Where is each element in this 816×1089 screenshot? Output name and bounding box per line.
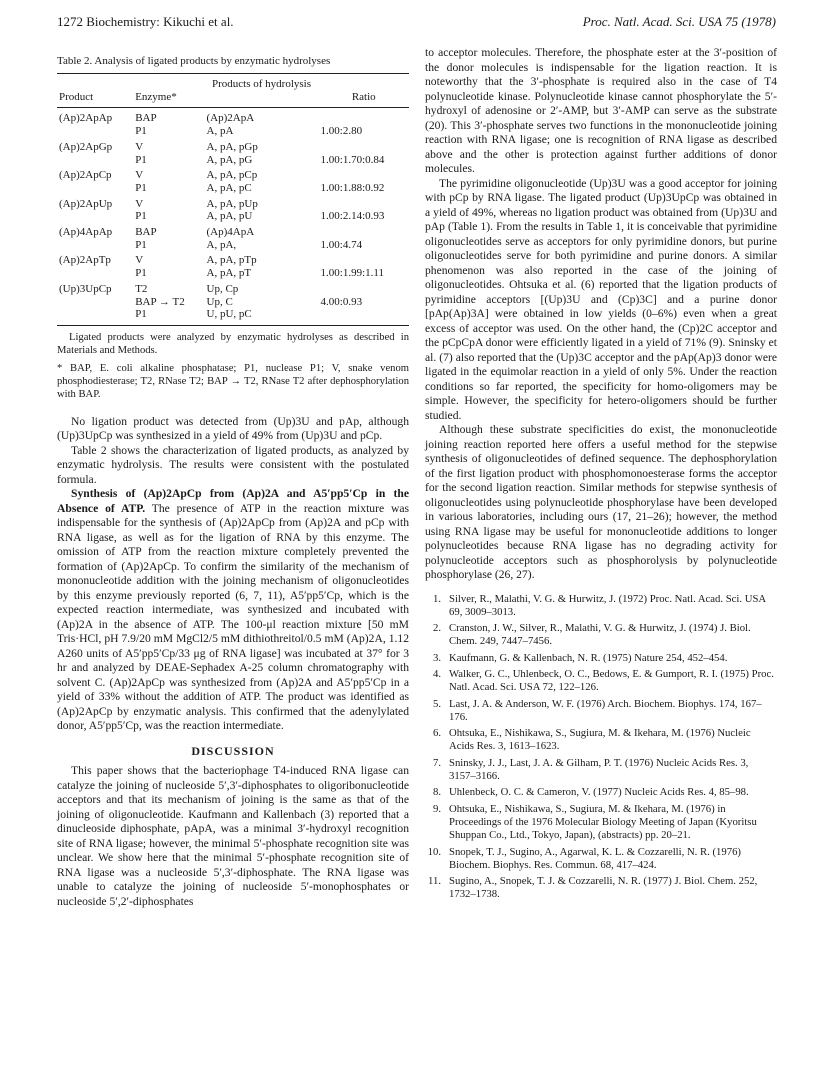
reference-list [425, 593, 777, 902]
reference-number: 6. [432, 727, 441, 740]
reference-item [425, 786, 777, 799]
reference-text: Sninsky, J. J., Last, J. A. & Gilham, P. T. (1976) Nucleic Acids Res. 3, 3157–3166. [449, 756, 749, 783]
hydrolysis-products-cell: Up, C [206, 295, 233, 308]
paragraph: The pyrimidine oligonucleotide (Up)3U was a good acceptor for joining with pCp by RNA ligase. The ligated product (Up)3UpCp was obtained in a yield of 49%, whereas no ligation product was obtained from (Up)3U and pAp (Table 1). From the results in Table 1, it is conceivable that pyrimidine oligonucleotides serve as acceptors for only pyrimidine donors, but purine oligonucleotides serve for both pyrimidine and purine donors. A similar phenomenon was also reported in the case of the joining of oligonucleotides. Ohtsuka et al. (6) reported that the ligation products of pyrimidine acceptors [(Up)3U and (Cp)3C] and a purine donor [pAp(Ap)3A] were obtained in low yields (0–6%) even when a great excess of acceptor was used. On the other hand, the (Cp)2C acceptor and the pCpCpA donor were efficiently ligated in a yield of 71% (9). Sninsky et al. (7) also reported that the (Up)3C acceptor and the pAp(Ap)3 donor were ligated in the equimolar reaction in a yield of only 5%. Under the reaction conditions so far reported, the specificity for homo-oligomers may be simple. However, the specificity for hetero-oligomers should be further studied. [425, 176, 777, 422]
ratio-cell: 4.00:0.93 [320, 295, 363, 308]
product-cell: (Ap)2ApAp [59, 112, 113, 125]
table-row [57, 267, 409, 280]
hydrolysis-products-cell: A, pA [206, 125, 234, 138]
table-row [57, 210, 409, 223]
table-row [57, 182, 409, 195]
ratio-cell [319, 308, 409, 325]
table-row [57, 154, 409, 167]
paragraph: Although these substrate specificities do exist, the mononucleotide joining reaction reported here offers a useful method for the stepwise synthesis of oligonucleotides of defined sequence. The dephosphorylation of the first ligation product with phosphomonoesterase forms the acceptor for the second ligation reaction. Similar methods for stepwise synthesis of oligonucleotides using polynucleotide phosphorylase have been developed in various laboratories, including ours (17, 21–26); however, the method using RNA ligase may be useful for mononucleotide additions to longer polynucleotides because RNA ligase has no degrading activity for polynucleotide acceptors such as phosphorolysis by polynucleotide phosphorylase (26, 27). [425, 423, 777, 581]
hydrolysis-products-cell: U, pU, pC [205, 308, 319, 325]
table-header [319, 74, 409, 91]
table-caption: Table 2. Analysis of ligated products by enzymatic hydrolyses [57, 55, 331, 67]
hydrolysis-products-cell: A, pA, [206, 238, 237, 251]
section-heading: DISCUSSION [191, 743, 275, 758]
product-cell [57, 267, 133, 280]
section-run-in-heading: Synthesis of (Ap)2ApCp from (Ap)2A and A5′pp5′Cp in the Absence of ATP. [57, 487, 409, 515]
left-column [57, 54, 409, 909]
product-cell: (Ap)2ApUp [59, 197, 113, 210]
enzyme-cell: P1 [135, 125, 147, 138]
reference-item [425, 757, 777, 784]
reference-item [425, 846, 777, 873]
product-cell: (Ap)2ApGp [59, 140, 113, 153]
ratio-cell: 1.00:2.14:0.93 [320, 210, 385, 223]
table-header: Product [57, 91, 133, 108]
reference-text: Cranston, J. W., Silver, R., Malathi, V. G. & Hurwitz, J. (1974) J. Biol. Chem. 249, 7447–7456. [449, 622, 751, 648]
ratio-cell: 1.00:1.99:1.11 [320, 267, 384, 280]
reference-text: Walker, G. C., Uhlenbeck, O. C., Bedows, E. & Gumport, R. I. (1975) Proc. Natl. Acad. Sci. USA 72, 122–126. [449, 667, 774, 694]
enzyme-cell: P1 [135, 238, 147, 251]
hydrolysis-products-cell: A, pA, pTp [206, 254, 257, 267]
ratio-cell [319, 195, 409, 211]
product-cell: (Ap)2ApTp [59, 254, 111, 267]
reference-text: Uhlenbeck, O. C. & Cameron, V. (1977) Nucleic Acids Res. 4, 85–98. [449, 786, 749, 799]
enzyme-cell: V [135, 197, 144, 210]
running-header [57, 14, 776, 34]
table-row [57, 166, 409, 182]
hydrolysis-products-cell: A, pA, pUp [206, 197, 258, 210]
paragraph: to acceptor molecules. Therefore, the phosphate ester at the 3′-position of the donor molecules is indispensable for the ligation reaction. It is noteworthy that the 3′-phosphate is required also in the case of T4 polynucleotide kinase. Polynucleotide kinase cannot phosphorylate the 5′-hydroxyl of adenosine or 2′-AMP, but 3′-AMP can serve as the substrate (20). This 3′-phosphate serves two functions in the mononucleotide joining reaction with RNA ligase; one is recognition of RNA ligase as described above and the other is protection against further additions of donor molecules. [425, 46, 777, 175]
hydrolysis-products-cell: (Ap)4ApA [206, 226, 255, 239]
paragraph: Table 2 shows the characterization of ligated products, as analyzed by enzymatic hydrolysis. The results were consistent with the postulated formula. [57, 443, 409, 486]
table-footnote: * BAP, E. coli alkaline phosphatase; P1, nuclease P1; V, snake venom phosphodiesterase; T2, RNase T2; BAP → T2, RNase T2 after dephosphorylation with BAP. [57, 362, 409, 400]
product-cell: (Ap)2ApCp [59, 169, 112, 182]
table-2 [57, 54, 409, 401]
reference-number: 2. [432, 622, 441, 635]
table-row [57, 195, 409, 211]
ratio-cell: 1.00:1.70:0.84 [320, 153, 385, 166]
hydrolysis-products-cell: A, pA, pG [206, 153, 253, 166]
reference-text: Last, J. A. & Anderson, W. F. (1976) Arch. Biochem. Biophys. 174, 167–176. [449, 697, 762, 723]
enzyme-cell: V [135, 169, 144, 182]
reference-text: Sugino, A., Snopek, T. J. & Cozzarelli, N. R. (1977) J. Biol. Chem. 252, 1732–1738. [449, 875, 758, 901]
reference-text: Ohtsuka, E., Nishikawa, S., Sugiura, M. & Ikehara, M. (1976) in Proceedings of the 1976 Molecular Biology Meeting of Japan (Kyoritsu Shuppan Co., Ltd., Tokyo, Japan), (abstracts) pp. 20–21. [449, 802, 757, 842]
reference-number: 4. [432, 667, 441, 680]
product-cell: (Ap)4ApAp [59, 226, 113, 239]
ratio-cell [319, 280, 409, 296]
right-column [425, 46, 777, 905]
product-cell [57, 210, 133, 223]
product-cell [57, 239, 133, 252]
hydrolysis-products-cell: A, pA, pC [206, 181, 252, 194]
table-row [57, 223, 409, 239]
enzyme-cell: T2 [135, 282, 148, 295]
table-header [133, 74, 204, 91]
table-body [57, 108, 409, 326]
enzyme-cell: BAP → T2 [135, 295, 185, 308]
reference-number: 1. [432, 592, 441, 605]
ratio-cell [319, 138, 409, 154]
table-2-grid [57, 73, 409, 326]
enzyme-cell: P1 [135, 267, 147, 280]
product-cell [57, 125, 133, 138]
enzyme-cell: P1 [135, 153, 147, 166]
table-row [57, 108, 409, 125]
table-header: Enzyme* [133, 91, 204, 108]
table-row [57, 296, 409, 309]
table-header [57, 74, 133, 91]
enzyme-cell: P1 [135, 181, 147, 194]
product-cell [57, 182, 133, 195]
enzyme-cell: P1 [135, 210, 147, 223]
hydrolysis-products-cell: A, pA, pCp [206, 169, 258, 182]
reference-item [425, 727, 777, 754]
reference-item [425, 593, 777, 620]
table-row [57, 138, 409, 154]
reference-number: 8. [432, 786, 441, 799]
paragraph [57, 487, 409, 734]
table-row [57, 308, 409, 325]
reference-text: Kaufmann, G. & Kallenbach, N. R. (1975) Nature 254, 452–454. [449, 651, 728, 664]
product-cell [57, 308, 133, 325]
enzyme-cell: BAP [135, 112, 157, 125]
hydrolysis-products-cell: A, pA, pGp [206, 140, 258, 153]
header-left: 1272 Biochemistry: Kikuchi et al. [57, 14, 234, 29]
ratio-cell: 1.00:2.80 [320, 125, 363, 138]
hydrolysis-products-cell: A, pA, pT [206, 267, 252, 280]
table-header: Ratio [319, 91, 409, 108]
reference-item [425, 622, 777, 649]
reference-number: 9. [432, 802, 441, 815]
ratio-cell: 1.00:1.88:0.92 [320, 181, 385, 194]
paragraph: This paper shows that the bacteriophage T4-induced RNA ligase can catalyze the joining of nucleoside 5′,3′-diphosphates to oligoribonucleotide acceptors and that its mechanism of joining is the same as that of the joining of oligonucleotide. Kaufmann and Kallenbach (3) reported that a dinucleoside diphosphate, pApA, was a minimal 3′-hydroxyl recognition site of RNA ligase; however, the minimal 5′-phosphate recognition site was unclear. We show here that the minimal 5′-phosphate recognition site of RNA ligase was a nucleoside 5′,3′-diphosphate. The RNA ligase was unable to catalyze the joining of nucleoside 5′-monophosphates or nucleoside 5′,2′-diphosphates [57, 764, 409, 908]
product-cell [57, 154, 133, 167]
reference-number: 10. [427, 845, 441, 858]
reference-text: Snopek, T. J., Sugino, A., Agarwal, K. L. & Cozzarelli, N. R. (1976) Biochem. Biophys. Res. Commun. 68, 417–424. [449, 845, 741, 871]
hydrolysis-products-cell: (Ap)2ApA [206, 112, 255, 125]
ratio-cell [319, 251, 409, 267]
enzyme-cell: BAP [135, 226, 157, 239]
ratio-cell [319, 108, 409, 125]
table-row [57, 280, 409, 296]
reference-text: Silver, R., Malathi, V. G. & Hurwitz, J. (1972) Proc. Natl. Acad. Sci. USA 69, 3009–3013. [449, 592, 766, 618]
ratio-cell: 1.00:4.74 [320, 238, 363, 251]
reference-text: Ohtsuka, E., Nishikawa, S., Sugiura, M. & Ikehara, M. (1976) Nucleic Acids Res. 3, 1613–1623. [449, 727, 751, 753]
reference-number: 3. [432, 651, 441, 664]
table-row [57, 125, 409, 138]
reference-number: 7. [432, 756, 441, 769]
reference-item [425, 668, 777, 695]
table-row [57, 251, 409, 267]
hydrolysis-products-cell: Up, Cp [206, 282, 239, 295]
enzyme-cell: V [135, 254, 144, 267]
reference-item [425, 652, 777, 665]
reference-number: 5. [432, 697, 441, 710]
hydrolysis-products-cell: A, pA, pU [206, 210, 253, 223]
reference-item [425, 875, 777, 902]
enzyme-cell: P1 [133, 308, 204, 325]
paragraph-body: The presence of ATP in the reaction mixture was indispensable for the synthesis of (Ap)2ApCp from (Ap)2A and pCp with RNA ligase, as well as for the ligation of RNA by this enzyme. The omission of ATP from the reaction mixture completely prevented the formation of (Ap)2ApCp. To confirm the similarity of the mechanism of mononucleotide addition with the joining mechanism of oligonucleotides by this enzyme previously reported (6, 7, 11), A5′pp5′Cp, which is the expected reaction intermediate, was synthesized and incubated with (Ap)2A in the absence of ATP. The 100-μl reaction mixture [50 mM Tris·HCl, pH 7.9/20 mM MgCl2/5 mM dithiothreitol/0.5 mM (Ap)2A, 1.12 A260 units of A5′pp5′Cp/33 μg of RNA ligase] was incubated at 37° for 3 hr and analyzed by DEAE-Sephadex A-25 column chromatography with solvent C. (Ap)2ApCp was synthesized from (Ap)2A and A5′pp5′Cp in a yield of 33% without the addition of ATP. The product was identified as (Ap)2ApCp by enzymatic analysis. This confirmed that the adenylylated donor, A5′pp5′Cp, was the reaction intermediate. [57, 501, 409, 733]
paragraph: No ligation product was detected from (Up)3U and pAp, although (Up)3UpCp was synthesized in a yield of 49% from (Up)3U and pCp. [57, 414, 409, 443]
reference-item [425, 698, 777, 725]
header-right: Proc. Natl. Acad. Sci. USA 75 (1978) [582, 14, 776, 29]
product-cell: (Up)3UpCp [59, 282, 112, 295]
ratio-cell [319, 166, 409, 182]
ratio-cell [319, 223, 409, 239]
table-note: Ligated products were analyzed by enzymatic hydrolyses as described in Materials and Methods. [57, 331, 409, 356]
reference-number: 11. [428, 875, 441, 888]
table-header: Products of hydrolysis [205, 74, 319, 91]
table-row [57, 239, 409, 252]
table-header [205, 91, 319, 108]
reference-item [425, 803, 777, 843]
product-cell [57, 296, 133, 309]
enzyme-cell: V [135, 140, 144, 153]
